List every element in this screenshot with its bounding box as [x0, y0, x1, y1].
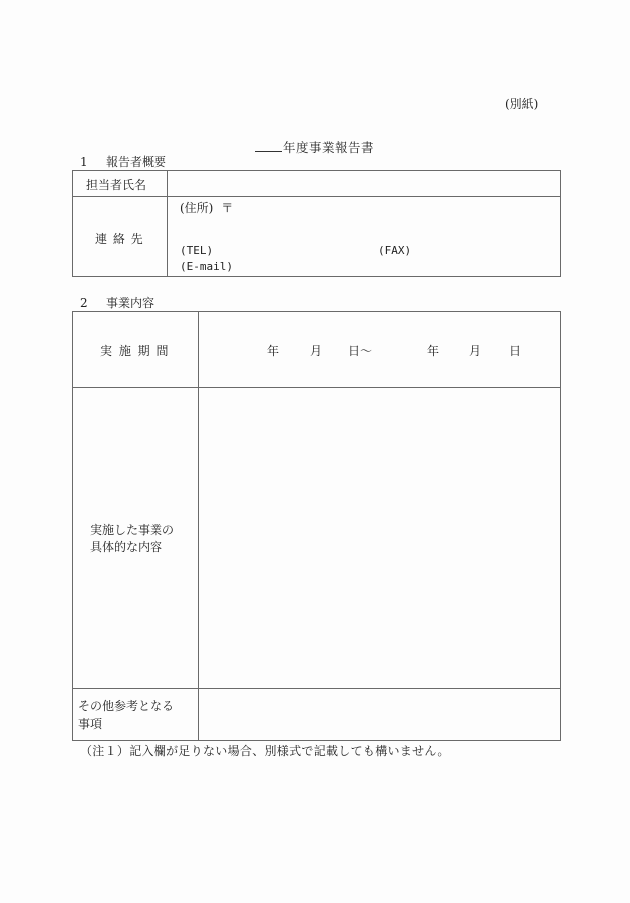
section2-heading	[80, 294, 154, 311]
contact-label: 連 絡 先	[95, 232, 144, 246]
title-text: 年度事業報告書	[283, 140, 375, 155]
fax-field[interactable]: (FAX)	[378, 244, 412, 257]
details-field[interactable]	[199, 388, 560, 688]
table1-right-border	[560, 170, 561, 277]
table2-left-border	[72, 311, 73, 741]
table1-row-divider	[72, 196, 561, 197]
other-field[interactable]	[199, 689, 560, 740]
other-label-line1: その他参考となる	[78, 699, 175, 713]
end-year-label: 年	[427, 344, 440, 358]
fiscal-year-blank[interactable]	[255, 139, 282, 152]
details-label-line2: 具体的な内容	[90, 540, 163, 554]
table2-bottom-border	[72, 740, 561, 741]
start-month-label: 月	[310, 344, 323, 358]
other-label-line2: 事項	[78, 717, 103, 731]
details-label-line1: 実施した事業の	[90, 523, 175, 537]
footnote: （注１）記入欄が足りない場合、別様式で記載しても構いません。	[80, 744, 450, 758]
person-in-charge-label: 担当者氏名	[86, 178, 147, 192]
person-in-charge-field[interactable]	[168, 171, 560, 196]
period-label: 実 施 期 間	[100, 344, 170, 358]
start-year-label: 年	[267, 344, 280, 358]
table2-right-border	[560, 311, 561, 741]
postal-mark-icon: 〒	[221, 201, 234, 215]
section2-number: 2	[80, 296, 88, 310]
table1-bottom-border	[72, 276, 561, 277]
table1-left-border	[72, 170, 73, 277]
end-month-label: 月	[469, 344, 482, 358]
section1-number: 1	[80, 155, 88, 169]
end-day-label: 日	[509, 344, 522, 358]
section1-heading	[80, 153, 166, 170]
period-field[interactable]	[199, 312, 560, 387]
section2-title: 事業内容	[106, 296, 155, 310]
document-title	[255, 138, 374, 156]
start-day-label: 日〜	[348, 344, 373, 358]
address-label: (住所)	[180, 201, 214, 215]
tel-field[interactable]: (TEL)	[180, 244, 214, 257]
section1-title: 報告者概要	[106, 155, 167, 169]
address-line[interactable]	[180, 199, 233, 216]
email-field[interactable]: (E-mail)	[180, 260, 233, 273]
attachment-label: (別紙)	[505, 97, 539, 111]
